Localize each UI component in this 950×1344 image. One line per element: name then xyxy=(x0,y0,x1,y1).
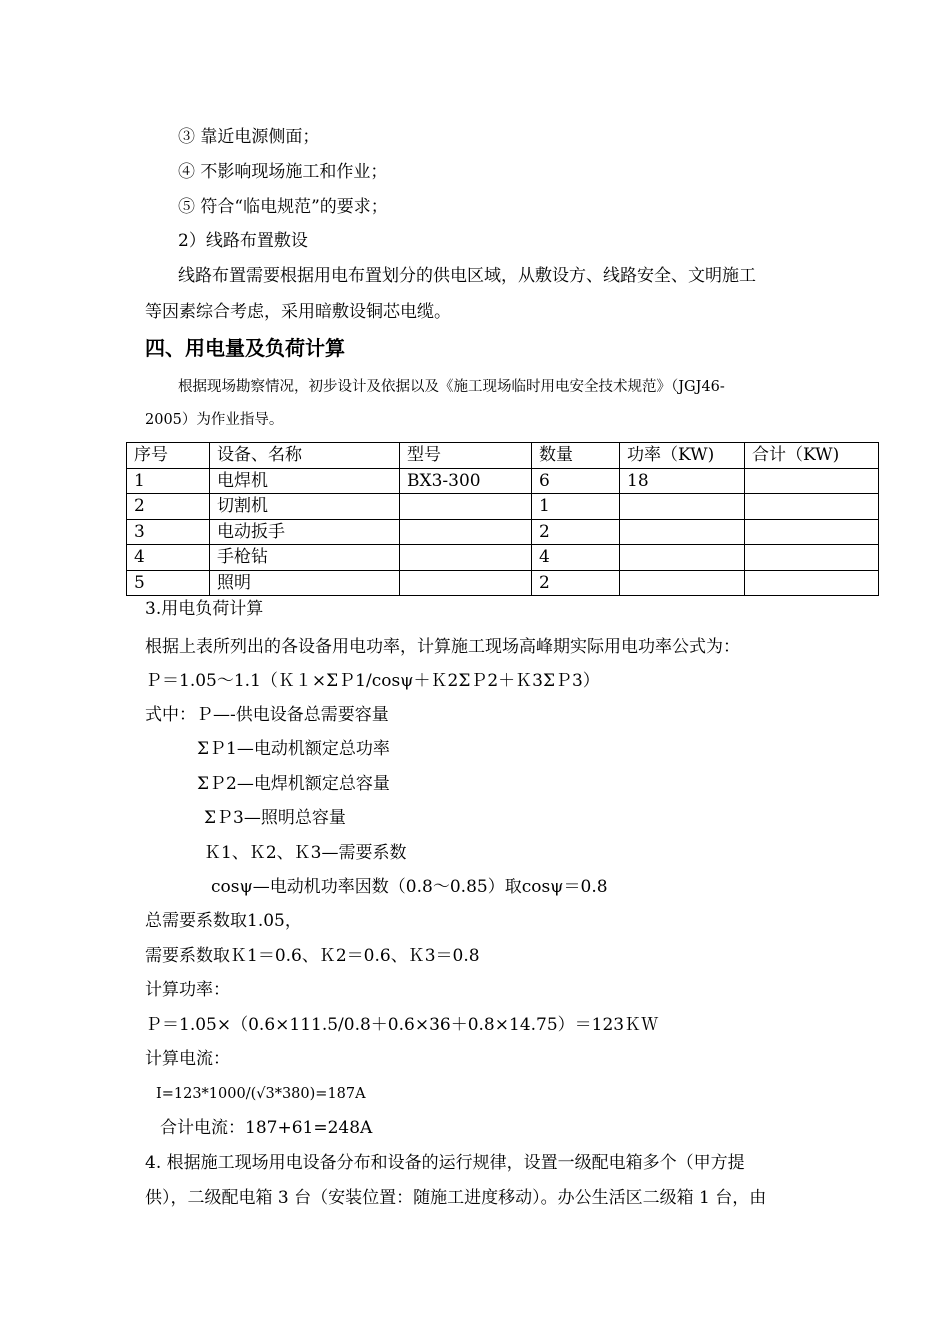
equipment-table xyxy=(126,442,879,596)
table-cell: 电动扳手 xyxy=(210,519,400,545)
header-cell: 数量 xyxy=(532,443,620,469)
formula-line: Ｐ＝1.05～1.1（Ｋ１×ΣＰ1/cosψ＋Ｋ2ΣＰ2＋Ｋ3ΣＰ3） xyxy=(145,671,600,691)
table-cell xyxy=(400,545,532,571)
paragraph-line: 计算功率： xyxy=(145,980,230,1000)
header-cell: 合计（KW) xyxy=(745,443,879,469)
formula-legend-line: ΣＰ3—照明总容量 xyxy=(204,808,346,828)
table-cell xyxy=(400,519,532,545)
table-cell: 6 xyxy=(532,468,620,494)
formula-legend-line: cosψ—电动机功率因数（0.8～0.85）取cosψ＝0.8 xyxy=(211,877,608,897)
basis-line: 2005）为作业指导。 xyxy=(145,412,284,428)
subsection-title-load-calc: 3.用电负荷计算 xyxy=(145,599,264,619)
formula-legend-line: Ｋ1、Ｋ2、Ｋ3—需要系数 xyxy=(204,843,407,863)
table-cell: 1 xyxy=(532,494,620,520)
table-cell: BX3-300 xyxy=(400,468,532,494)
paragraph-line: 供），二级配电箱 3 台（安装位置：随施工进度移动）。办公生活区二级箱 1 台，由 xyxy=(145,1188,767,1208)
section-heading: 四、用电量及负荷计算 xyxy=(145,336,345,360)
list-item-near-power: ③ 靠近电源侧面； xyxy=(178,127,320,147)
table-row xyxy=(127,494,879,520)
table-cell xyxy=(745,570,879,596)
formula-legend-line: ΣＰ2—电焊机额定总容量 xyxy=(197,774,390,794)
table-cell xyxy=(620,519,745,545)
list-item-code-compliance: ⑤ 符合“临电规范”的要求； xyxy=(178,197,388,217)
paragraph-line: 根据上表所列出的各设备用电功率，计算施工现场高峰期实际用电功率公式为： xyxy=(145,637,740,657)
table-cell xyxy=(620,494,745,520)
table-cell: 手枪钻 xyxy=(210,545,400,571)
list-item-no-interference: ④ 不影响现场施工和作业； xyxy=(178,162,388,182)
table-cell: 切割机 xyxy=(210,494,400,520)
paragraph-line: 合计电流：187+61=248A xyxy=(160,1118,373,1138)
paragraph-line: 4. 根据施工现场用电设备分布和设备的运行规律，设置一级配电箱多个（甲方提 xyxy=(145,1153,745,1173)
formula-legend-line: 式中：Ｐ—-供电设备总需要容量 xyxy=(145,705,389,725)
table-row xyxy=(127,468,879,494)
table-cell xyxy=(745,519,879,545)
basis-line: 根据现场勘察情况，初步设计及依据以及《施工现场临时用电安全技术规范》（JGJ46- xyxy=(178,379,725,395)
table-cell: 电焊机 xyxy=(210,468,400,494)
table-cell: 照明 xyxy=(210,570,400,596)
formula-line: I=123*1000/(√3*380)=187A xyxy=(156,1086,366,1102)
table-cell: 2 xyxy=(532,570,620,596)
paragraph-line: 等因素综合考虑，采用暗敷设铜芯电缆。 xyxy=(145,302,451,322)
table-row xyxy=(127,570,879,596)
table-cell xyxy=(400,494,532,520)
table-header-row xyxy=(127,443,879,469)
table-cell xyxy=(745,545,879,571)
subsection-title-routing: 2）线路布置敷设 xyxy=(178,231,308,251)
table-cell: 1 xyxy=(127,468,210,494)
paragraph-line: 计算电流： xyxy=(145,1049,230,1069)
paragraph-line: 需要系数取Ｋ1＝0.6、Ｋ2＝0.6、Ｋ3＝0.8 xyxy=(145,946,480,966)
table-cell xyxy=(400,570,532,596)
table-cell xyxy=(745,468,879,494)
paragraph-line: 总需要系数取1.05， xyxy=(145,911,302,931)
header-cell: 序号 xyxy=(127,443,210,469)
table-cell xyxy=(620,570,745,596)
table-cell: 4 xyxy=(532,545,620,571)
table-cell: 5 xyxy=(127,570,210,596)
formula-legend-line: ΣＰ1—电动机额定总功率 xyxy=(197,739,390,759)
table-cell: 2 xyxy=(127,494,210,520)
table-row xyxy=(127,519,879,545)
table-cell: 4 xyxy=(127,545,210,571)
table-row xyxy=(127,545,879,571)
table-cell: 18 xyxy=(620,468,745,494)
table-cell: 3 xyxy=(127,519,210,545)
paragraph-line: 线路布置需要根据用电布置划分的供电区域，从敷设方、线路安全、文明施工 xyxy=(178,266,756,286)
header-cell: 型号 xyxy=(400,443,532,469)
table-cell xyxy=(745,494,879,520)
table-cell xyxy=(620,545,745,571)
formula-line: Ｐ＝1.05×（0.6×111.5/0.8＋0.6×36＋0.8×14.75）＝123ＫＷ xyxy=(145,1015,659,1035)
table-cell: 2 xyxy=(532,519,620,545)
header-cell: 功率（KW) xyxy=(620,443,745,469)
header-cell: 设备、名称 xyxy=(210,443,400,469)
